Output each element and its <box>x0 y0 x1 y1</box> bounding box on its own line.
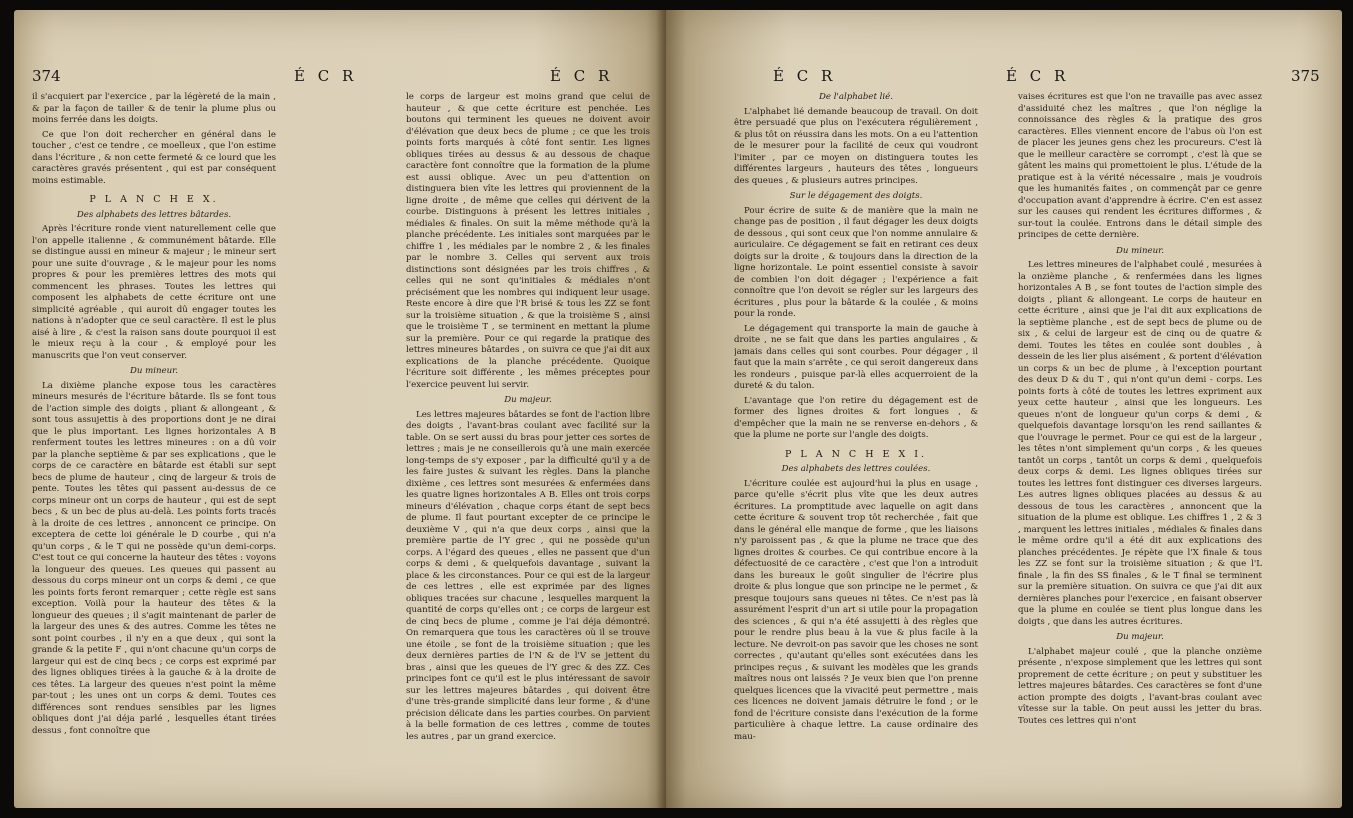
paragraph: Le dégagement qui transporte la main de gauche à droite , ne se fait que dans les parties angulaires , & jamais dans celles qui sont courbes. Pour dégager , il faut que la main s'arrête , ce qui seroit dangereux dans les rondeurs , puisque par-là elles acquerroient de la dureté & du talon. <box>734 323 978 391</box>
left-column-2 <box>406 92 650 796</box>
paragraph: L'alphabet lié demande beaucoup de travail. On doit être persuadé que plus on l'exécutera régulièrement , & plus tôt on réussira dans les mots. On a eu l'attention de le mesurer pour la facilité de ceux qui voudront l'imiter , par ce moyen on distinguera toutes les différentes largeurs , hauteurs des têtes , longueurs des queues , & plusieurs autres principes. <box>734 106 978 186</box>
left-column-1 <box>32 92 276 796</box>
section-subheading: Du mineur. <box>1115 245 1165 256</box>
paragraph: L'alphabet majeur coulé , que la planche onzième présente , n'expose simplement que les lettres qui sont proprement de cette écriture ; on peut y substituer les lettres majeures bâtardes. Ces caractères se font d'une action prompte des doigts , l'avant-bras coulant avec vîtesse sur la table. On peut aussi les jetter du bras. Toutes ces lettres qui n'ont <box>1018 646 1262 726</box>
right-column-2 <box>1018 92 1262 796</box>
paragraph: Après l'écriture ronde vient naturellement celle que l'on appelle italienne , & communément bâtarde. Elle se distingue aussi en mineur & majeur ; le mineur sert pour une suite d'ouvrage , & le majeur pour les noms propres & pour les premières lettres des mots qui commencent les phrases. Toutes les lettres qui composent les alphabets de cette écriture ont une simplicité agréable , qui auroit dû engager toutes les nations à n'adopter que ce seul caractère. Il est le plus aisé à lire , & c'est la raison sans doute pourquoi il est le mieux reçu à la cour , & employé pour les manuscrits que l'on veut conserver. <box>32 224 276 361</box>
right-page <box>666 10 1342 808</box>
section-subheading: Du majeur. <box>504 395 552 405</box>
section-subheading: De l'alphabet lié. <box>819 92 893 102</box>
paragraph: Les lettres majeures bâtardes se font de l'action libre des doigts , l'avant-bras coulant avec facilité sur la table. On se sert aussi du bras pour jetter ces sortes de lettres ; mais je ne conseillerois qu'à une main exercée long-temps de s'y exposer , par la difficulté qu'il y a de les faire justes & suivant les règles. Dans la planche dixième , ces lettres sont mesurées & enfermées dans les quatre lignes horizontales A B. Elles ont trois corps mineurs d'élévation , chaque corps étant de sept becs de plume. Il faut pourtant excepter de ce principe le deuxième V , qui n'a que deux corps , ainsi que la première partie de l'Y grec , qui ne possède qu'un corps. A l'égard des queues , elles ne passent que d'un corps & demi , & quelquefois davantage , suivant la place & les circonstances. Pour ce qui est de la largeur de ces lettres , elle est exprimée par des lignes obliques tracées sur chacune , lesquelles marquent la quantité de corps qu'elles ont ; ce corps de largeur est de cinq becs de plume , comme je l'ai déja démontré. On remarquera que tous les caractères où il se trouve une étoile , se font de la troisième situation ; que les deux dernières parties de l'N & de l'V se jettent du bras , ainsi que les queues de l'Y grec & des ZZ. Ces principes font ce qu'il est le plus intéressant de savoir sur les lettres majeures bâtardes , qui doivent être d'une très-grande simplicité dans leur forme , & d'une précision délicate dans les parties courbes. On parvient à la belle formation de ces lettres , comme de toutes les autres , par un grand exercice. <box>406 409 650 742</box>
left-page-header <box>32 67 652 85</box>
paragraph: Pour écrire de suite & de manière que la main ne change pas de position , il faut dégager les deux doigts de dessous , qui sont ceux que l'on nomme annulaire & auriculaire. Ce dégagement se fait en retirant ces deux doigts sur la droite , & toujours dans la direction de la ligne horizontale. Le point essentiel consiste à savoir de combien l'on doit dégager ; l'expérience a fait connoître que l'on devoit se régler sur les largeurs des écritures , plus pour la bâtarde & la coulée , & moins pour la ronde. <box>734 205 978 319</box>
section-subheading: Des alphabets des lettres coulées. <box>781 464 931 474</box>
paragraph: le corps de largeur est moins grand que celui de hauteur , & que cette écriture est penchée. Les boutons qui terminent les queues ne doivent avoir d'élévation que deux becs de plume ; ce que les trois points forts marqués à côté font sentir. Les lignes obliques tirées au dessus & au dessous de chaque caractère font connoître que la formation de la plume est aussi oblique. Avec un peu d'attention on distinguera bien vîte les lettres qui proviennent de la ligne droite , de même que celles qui dérivent de la courbe. Distinguons à présent les lettres initiales , médiales & finales. On suit la même méthode qu'à la planche précédente. Les initiales sont marquées par le chiffre 1 , les médiales par le nombre 2 , & les finales par le nombre 3. Celles qui servent aux trois distinctions sont désignées par les trois chiffres , & celles qui ne sont qu'initiales & médiales n'ont précisément que les nombres qui indiquent leur usage. Reste encore à dire que l'R brisé & tous les ZZ se font sur la troisième situation , & que la troisième S , ainsi que le troisième T , se terminent en mettant la plume sur la première. Pour ce qui regarde la pratique des lettres mineures bâtardes , on suivra ce que j'ai dit aux explications de la planche précédente. Quoique l'écriture soit différente , les mêmes préceptes pour l'exercice peuvent lui servir. <box>406 92 650 390</box>
section-subheading: Du majeur. <box>1116 632 1164 642</box>
plate-heading: P L A N C H E X. <box>89 194 219 205</box>
left-running-head: É C R <box>294 67 358 85</box>
right-running-head: É C R <box>1006 67 1070 85</box>
right-page-number: 375 <box>1291 67 1320 85</box>
left-running-head-2: É C R <box>550 67 614 85</box>
paragraph: Les lettres mineures de l'alphabet coulé , mesurées à la onzième planche , & renfermées dans les lignes horizontales A B , se font toutes de l'action simple des doigts , pliant & allongeant. Le corps de hauteur en cette écriture , ainsi que je l'ai dit aux explications de la septième planche , est de sept becs de plume ou de six , & celui de largeur est de cinq ou de quatre & demi. Toutes les têtes en coulée sont doubles , à dessein de les lier plus aisément , & portent d'élévation un corps & un bec de plume , à l'exception pourtant des deux D & du T , qui n'ont qu'un demi - corps. Les points forts à côté de toutes les lettres expriment aux yeux cette hauteur , ainsi que les longueurs. Les queues n'ont de longueur qu'un corps & demi , & quelquefois davantage lorsqu'on les rend saillantes & que l'ouvrage le permet. Pour ce qui est de la largeur , les têtes n'ont simplement qu'un corps , & les queues tantôt un corps , tantôt un corps & demi , quelquefois deux corps & demi. Les lignes obliques tirées sur toutes les lettres font distinguer ces diverses largeurs. Les autres lignes obliques placées au dessus & au dessous de tous les caractères , annoncent que la situation de la plume est oblique. Les chiffres 1 , 2 & 3 , marquent les lettres initiales , médiales & finales dans le même ordre qu'il a été dit aux explications des planches précédentes. Je répète que l'X finale & tous les ZZ se font sur la troisième situation ; & que l'L finale , la fin des SS finales , & le T final se terminent sur la première situation. On suivra ce que j'ai dit aux dernières planches pour l'exercice , en faisant observer que la plume en coulée se tient plus longue dans les doigts , que dans les autres écritures. <box>1018 260 1262 627</box>
paragraph: vaises écritures est que l'on ne travaille pas avec assez d'assiduité chez les maîtres , que l'on néglige la connoissance des règles & la pratique des gros caractères. Elles viennent encore de l'abus où l'on est de placer les jeunes gens chez les procureurs. C'est là que le meilleur caractère se corrompt , c'est là que se gâtent les mains qui promettoient le plus. L'étude de la pratique est à la vérité nécessaire , mais je voudrois que les humanités faites , on commençât par ce genre d'occupation avant d'apprendre à écrire. C'en est assez sur les causes qui rendent les écritures difformes , & sur-tout la coulée. Entrons dans le détail simple des principes de cette dernière. <box>1018 92 1262 240</box>
right-column-1 <box>734 92 978 796</box>
paragraph: Ce que l'on doit rechercher en général dans le toucher , c'est ce tendre , ce moelleux , que l'on estime dans l'écriture , & non cette fermeté & ce lourd que les caractères gravés présentent , qui est par conséquent moins estimable. <box>32 129 276 186</box>
plate-heading: P L A N C H E X I. <box>784 448 928 460</box>
right-running-head-2: É C R <box>773 67 837 85</box>
left-page <box>14 10 666 808</box>
section-subheading: Du mineur. <box>129 366 179 376</box>
paragraph: L'écriture coulée est aujourd'hui la plus en usage , parce qu'elle s'écrit plus vîte que les deux autres écritures. La promptitude avec laquelle on agit dans cette écriture & souvent trop tôt recherchée , fait que dans le général elle manque de forme , que les liaisons n'y paroissent pas , & que la plume ne trace que des lignes droites & courbes. Ce qui contribue encore à la défectuosité de ce caractère , c'est que l'on a introduit dans les bureaux le goût singulier de l'écrire plus droite & plus longue que son principe ne le permet , & presque toujours sans queues ni têtes. Ce n'est pas là assurément l'esprit d'un art si utile pour la propagation des sciences , & qui n'a été assujetti à des règles que pour le rendre plus beau à la vue & plus facile à la lecture. Ne devroit-on pas savoir que les choses ne sont correctes , qu'autant qu'elles sont exécutées dans les principes reçus , & suivant les modèles que les grands maîtres nous ont laissés ? Je veux bien que l'on prenne quelques licences que la vivacité peut permettre , mais ces licences ne doivent jamais détruire le fond ; or le fond de l'écriture consiste dans l'exécution de la forme particulière à chaque lettre. La cause ordinaire des mau- <box>734 478 978 742</box>
paragraph: L'avantage que l'on retire du dégagement est de former des lignes droites & fort longues , & d'empêcher que la main ne se renverse en-dehors , & que la plume ne porte sur l'angle des doigts. <box>734 395 978 440</box>
paragraph: La dixième planche expose tous les caractères mineurs mesurés de l'écriture bâtarde. Ils se font tous de l'action simple des doigts , pliant & allongeant , & sont tous assujettis à des proportions dont je ne dirai que le plus important. Les lignes horizontales A B renferment toutes les lettres mineures : on a dû voir par la planche septième & par ses explications , que le corps de ce caractère en bâtarde est établi sur sept becs de plume de hauteur , cinq de largeur & trois de pente. Toutes les têtes qui passent au-dessus de ce corps mineur ont un corps de hauteur , qui est de sept becs , & un bec de plus au-delà. Les points forts tracés à la droite de ces lettres , annoncent ce principe. On exceptera de cette loi générale le D courbe , qui n'a qu'un corps , & le T qui ne possède qu'un demi-corps. C'est tout ce qui concerne la hauteur des têtes : voyons la longueur des queues. Les queues qui passent au dessous du corps mineur ont un corps & demi , ce que les points forts feront remarquer ; cette règle est sans exception. Voilà pour la hauteur des têtes & la longueur des queues ; il s'agit maintenant de parler de la largeur des unes & des autres. Comme les têtes ne sont point courbes , il n'y en a que deux , qui sont la grande & la petite F , qui n'ont chacune qu'un corps de largeur qui est de cinq becs ; ce corps est exprimé par des lignes obliques tirées à la gauche & à la droite de ces têtes. La largeur des queues n'est point la même par-tout ; les unes ont un corps & demi. Toutes ces différences sont rendues sensibles par les lignes obliques dont j'ai déja parlé , lesquelles étant tirées dessus , font connoître que <box>32 380 276 736</box>
section-subheading: Des alphabets des lettres bâtardes. <box>76 209 232 220</box>
paragraph: il s'acquiert par l'exercice , par la légèreté de la main , & par la façon de tailler & de tenir la plume plus ou moins ferrée dans les doigts. <box>32 92 276 125</box>
section-subheading: Sur le dégagement des doigts. <box>789 191 923 201</box>
left-page-number: 374 <box>32 67 61 85</box>
